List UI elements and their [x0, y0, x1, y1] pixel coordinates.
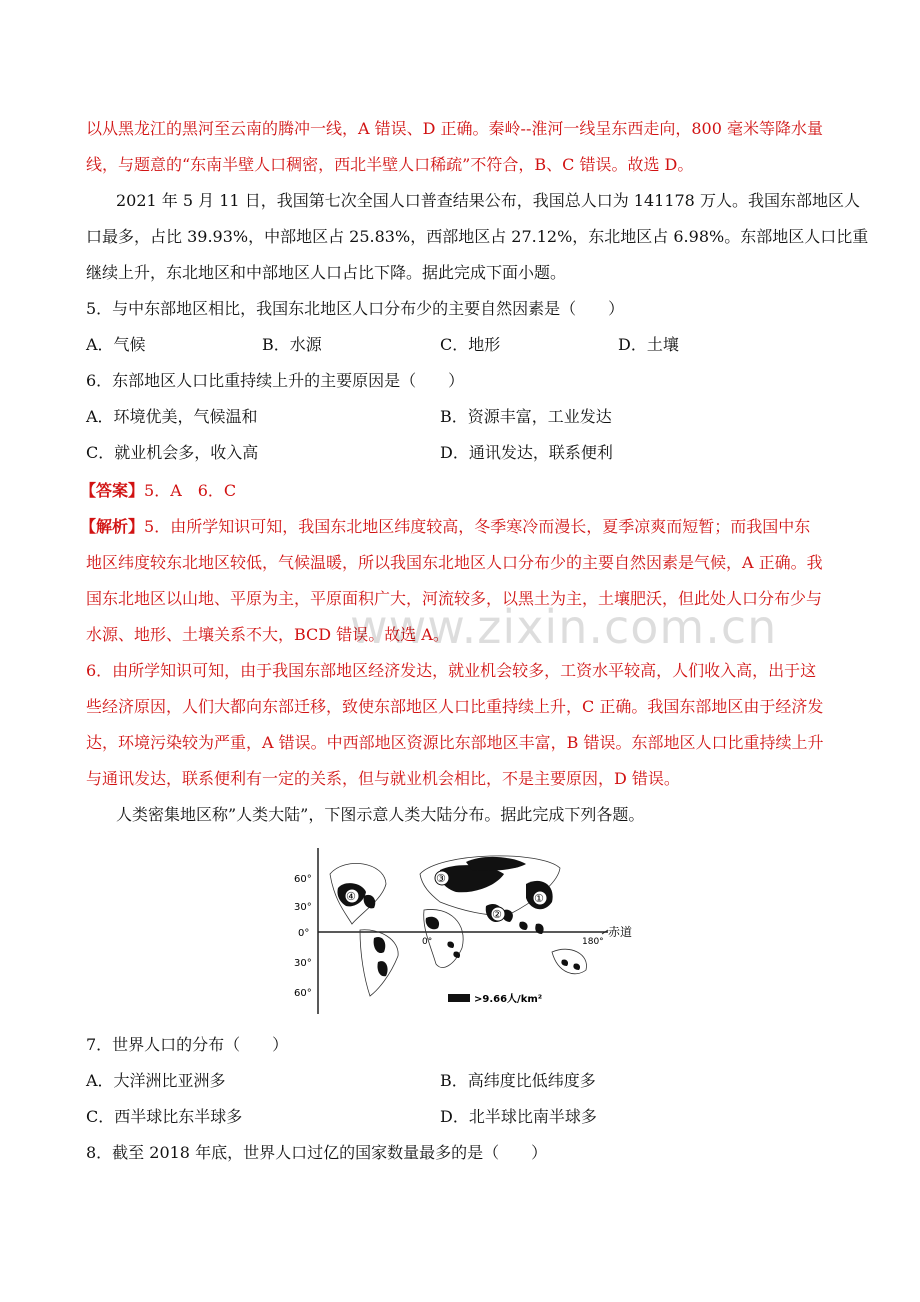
- question-5-stem: 5．与中东部地区相比，我国东北地区人口分布少的主要自然因素是（ ）: [86, 299, 625, 318]
- question-7-option-c: C．西半球比东半球多: [86, 1107, 243, 1126]
- analysis-6-line-1: 6．由所学知识可知，由于我国东部地区经济发达，就业机会较多，工资水平较高，人们收入高，出于这: [86, 661, 817, 680]
- prev-analysis-line-2: 线，与题意的“东南半壁人口稠密，西北半壁人口稀疏”不符合，B、C 错误。故选 D。: [86, 155, 694, 174]
- question-6-option-a: A．环境优美，气候温和: [86, 407, 258, 426]
- passage-1-line-2: 口最多，占比 39.93%，中部地区占 25.83%，西部地区占 27.12%，东北地区占 6.98%。东部地区人口比重: [86, 227, 869, 246]
- lon-label-0: 0°: [422, 937, 433, 947]
- analysis-5-line-3: 国东北地区以山地、平原为主，平原面积广大，河流较多，以黑土为主，土壤肥沃，但此处人口分布少与: [86, 589, 823, 608]
- world-population-map: [290, 844, 640, 1016]
- legend-swatch: [448, 994, 470, 1002]
- question-6-stem: 6．东部地区人口比重持续上升的主要原因是（ ）: [86, 371, 465, 390]
- analysis-5-line-2: 地区纬度较东北地区较低，气候温暖，所以我国东北地区人口分布少的主要自然因素是气候，A 正确。我: [86, 553, 823, 572]
- answer-text: 5．A 6．C: [144, 481, 237, 500]
- region-label-2: ②: [492, 908, 502, 921]
- question-6-option-c: C．就业机会多，收入高: [86, 443, 259, 462]
- question-5-option-d: D．土壤: [618, 335, 679, 354]
- question-5-option-c: C．地形: [440, 335, 501, 354]
- legend-label: >9.66人/km²: [474, 994, 543, 1005]
- analysis-6-line-3: 达，环境污染较为严重，A 错误。中西部地区资源比东部地区丰富，B 错误。东部地区人口比重持续上升: [86, 733, 824, 752]
- question-6-option-b: B．资源丰富，工业发达: [440, 407, 612, 426]
- region-label-1: ①: [534, 892, 544, 905]
- dense-population-areas: [337, 857, 580, 976]
- question-5-option-a: A．气候: [86, 335, 146, 354]
- lat-label-60s: 60°: [294, 988, 312, 999]
- question-7-stem: 7．世界人口的分布（ ）: [86, 1035, 289, 1054]
- equator-label: 赤道: [608, 925, 633, 939]
- prev-analysis-line-1: 以从黑龙江的黑河至云南的腾冲一线，A 错误、D 正确。秦岭--淮河一线呈东西走向，800 毫米等降水量: [86, 119, 823, 138]
- passage-1-line-3: 继续上升，东北地区和中部地区人口占比下降。据此完成下面小题。: [86, 263, 567, 282]
- lat-label-30n: 30°: [294, 902, 312, 913]
- analysis-5-text-1: 5．由所学知识可知，我国东北地区纬度较高，冬季寒冷而漫长，夏季凉爽而短暂；而我国中东: [144, 517, 811, 536]
- question-6-option-d: D．通讯发达，联系便利: [440, 443, 613, 462]
- passage-1-line-1: 2021 年 5 月 11 日，我国第七次全国人口普查结果公布，我国总人口为 141178 万人。我国东部地区人: [116, 191, 860, 210]
- analysis-5-line-1: [80, 516, 810, 538]
- watermark: www.zixin.com.cn: [350, 600, 778, 654]
- region-label-4: ④: [346, 890, 356, 903]
- lon-label-180: 180°: [582, 937, 604, 947]
- question-7-option-a: A．大洋洲比亚洲多: [86, 1071, 226, 1090]
- analysis-tag: 【解析】: [80, 517, 145, 536]
- question-7-option-d: D．北半球比南半球多: [440, 1107, 597, 1126]
- analysis-6-line-4: 与通讯发达，联系便利有一定的关系，但与就业机会相比，不是主要原因，D 错误。: [86, 769, 680, 788]
- answer-tag: 【答案】: [80, 481, 145, 500]
- analysis-5-line-4: 水源、地形、土壤关系不大，BCD 错误。故选 A。: [86, 625, 449, 644]
- analysis-6-line-2: 些经济原因，人们大都向东部迁移，致使东部地区人口比重持续上升，C 正确。我国东部地区由于经济发: [86, 697, 824, 716]
- answer-line: [80, 480, 236, 502]
- question-8-stem: 8．截至 2018 年底，世界人口过亿的国家数量最多的是（ ）: [86, 1143, 548, 1162]
- region-label-3: ③: [436, 872, 446, 885]
- lat-label-30s: 30°: [294, 958, 312, 969]
- lat-label-60n: 60°: [294, 874, 312, 885]
- question-5-option-b: B．水源: [262, 335, 322, 354]
- question-7-option-b: B．高纬度比低纬度多: [440, 1071, 596, 1090]
- passage-2: 人类密集地区称”人类大陆”，下图示意人类大陆分布。据此完成下列各题。: [116, 805, 645, 824]
- lat-label-0: 0°: [298, 928, 310, 939]
